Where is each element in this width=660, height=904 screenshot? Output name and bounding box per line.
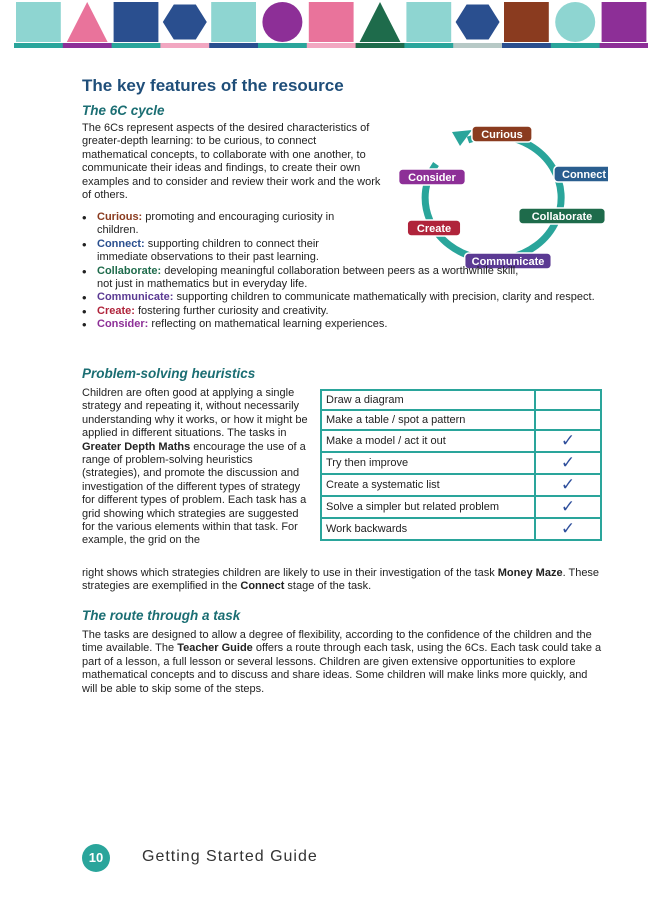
bullet-text: supporting children to communicate mathematically with precision, clarity and respect. (173, 291, 595, 304)
banner-stripe (160, 43, 209, 48)
bullet-text: developing meaningful collaboration between peers as a worthwhile skill, not just in mathematics but in everyday life. (97, 264, 519, 291)
heuristics-heading: Problem-solving heuristics (82, 366, 256, 381)
banner-stripe (453, 43, 502, 48)
banner-stripe (502, 43, 551, 48)
product-name: Greater Depth Maths (82, 440, 191, 453)
banner-stripe (356, 43, 405, 48)
stage-name: Connect (240, 580, 285, 593)
bullet-term: Communicate: (97, 291, 174, 304)
check-icon: ✓ (535, 430, 601, 452)
banner-stripe (258, 43, 307, 48)
bullet-text: reflecting on mathematical learning experiences. (148, 318, 388, 331)
strategy-cell: Draw a diagram (321, 390, 535, 410)
table-row (321, 410, 601, 430)
header-block (82, 76, 602, 118)
bullet-create (82, 305, 602, 318)
cycle-label-curious: Curious (481, 129, 523, 141)
strategy-cell: Try then improve (321, 452, 535, 474)
banner-hexagon-shape (456, 4, 500, 39)
banner-square-shape (16, 2, 61, 42)
check-icon: ✓ (535, 518, 601, 540)
bullet-communicate (82, 291, 602, 304)
route-paragraph (82, 629, 602, 696)
text-run: right shows which strategies children are likely to use in their investigation of the task (82, 567, 498, 579)
banner-square-shape (602, 2, 647, 42)
banner-stripe (112, 43, 161, 48)
check-icon: ✓ (535, 474, 601, 496)
banner-square-shape (211, 2, 256, 42)
strategy-cell: Make a table / spot a pattern (321, 410, 535, 430)
text-run: offers a route through each task, using the 6Cs. Each task could take a part of a lesson, a full lesson or several lessons. Children are given extensive opportunities to explore mathematical concepts and to discuss and share ideas. Some children will make links more quickly, and will be able to skip some of the steps. (82, 642, 602, 695)
bullet-connect (82, 238, 347, 265)
bullet-collaborate (82, 265, 532, 292)
guide-name: Teacher Guide (177, 642, 253, 655)
strategy-cell: Solve a simpler but related problem (321, 496, 535, 518)
heuristics-table (320, 389, 602, 541)
sixc-intro: The 6Cs represent aspects of the desired characteristics of greater-depth learning: to be curious, to connect mathematical concepts, to collaborate with one another, to communicate their ideas and findings, to create their own examples and to consider and review their work and the work of others. (82, 122, 381, 202)
text-run: Children are often good at applying a single strategy and repeating it, without necessarily understanding why it works, or how it might be applied in different situations. The tasks in (82, 387, 308, 440)
bullet-curious (82, 211, 352, 238)
page-number: 10 (82, 844, 110, 872)
task-name: Money Maze (497, 567, 563, 579)
strategy-cell: Create a systematic list (321, 474, 535, 496)
bullet-term: Curious: (97, 211, 143, 223)
banner-square-shape (309, 2, 354, 42)
text-run: The tasks are designed to allow a degree of flexibility, according to the confidence of the children and the time available. The (82, 629, 592, 655)
strategy-cell: Work backwards (321, 518, 535, 540)
banner-stripe (307, 43, 356, 48)
banner-hexagon-shape (163, 4, 207, 39)
banner-square-shape (114, 2, 159, 42)
bullet-text: supporting children to connect their immediate observations to their past learning. (97, 237, 319, 264)
strategy-cell: Make a model / act it out (321, 430, 535, 452)
route-heading: The route through a task (82, 608, 241, 623)
sixc-heading: The 6C cycle (82, 103, 165, 118)
table-row (321, 430, 601, 452)
bullet-term: Collaborate: (97, 264, 162, 277)
banner-stripe (14, 43, 63, 48)
banner-triangle-shape (67, 2, 108, 42)
banner-square-shape (406, 2, 451, 42)
text-run: encourage the use of a range of problem-solving heuristics (strategies), and promote the discussion and investigation of the different types of strategy for different types of problem. Each task has a grid showing which strategies are suggested for the various elements within that task. For example, the grid on the (82, 440, 307, 547)
sixc-bullet-list (82, 211, 602, 332)
cycle-label-collaborate: Collaborate (531, 211, 593, 223)
banner-circle-shape (262, 2, 302, 42)
banner-stripe (63, 43, 112, 48)
footer-title: Getting Started Guide (142, 848, 318, 865)
table-row (321, 496, 601, 518)
banner-triangle-shape (360, 2, 401, 42)
cycle-label-consider: Consider (408, 172, 456, 184)
check-icon (535, 410, 601, 430)
text-run: stage of the task. (284, 580, 372, 593)
banner-square-shape (504, 2, 549, 42)
cycle-label-connect: Connect (562, 169, 606, 181)
heuristics-paragraph (82, 387, 312, 548)
table-row (321, 474, 601, 496)
cycle-label-create: Create (416, 223, 452, 235)
bullet-text: promoting and encouraging curiosity in children. (97, 211, 335, 237)
bullet-text: fostering further curiosity and creativity. (134, 304, 329, 317)
table-row (321, 452, 601, 474)
banner-circle-shape (555, 2, 595, 42)
bullet-consider (82, 318, 602, 331)
heuristics-paragraph-continued (82, 567, 602, 594)
banner-stripe (551, 43, 600, 48)
banner-stripe (404, 43, 453, 48)
banner-stripe (600, 43, 648, 48)
check-icon: ✓ (535, 452, 601, 474)
check-icon (535, 390, 601, 410)
table-row (321, 390, 601, 410)
cycle-label-communicate: Communicate (471, 256, 545, 268)
table-row (321, 518, 601, 540)
bullet-term: Connect: (97, 237, 145, 250)
text-run: . These strategies are exemplified in the (82, 567, 600, 593)
bullet-term: Create: (97, 304, 135, 317)
bullet-term: Consider: (97, 318, 149, 331)
decorative-banner (14, 0, 648, 48)
check-icon: ✓ (535, 496, 601, 518)
section-title: The key features of the resource (82, 76, 344, 95)
banner-stripe (209, 43, 258, 48)
